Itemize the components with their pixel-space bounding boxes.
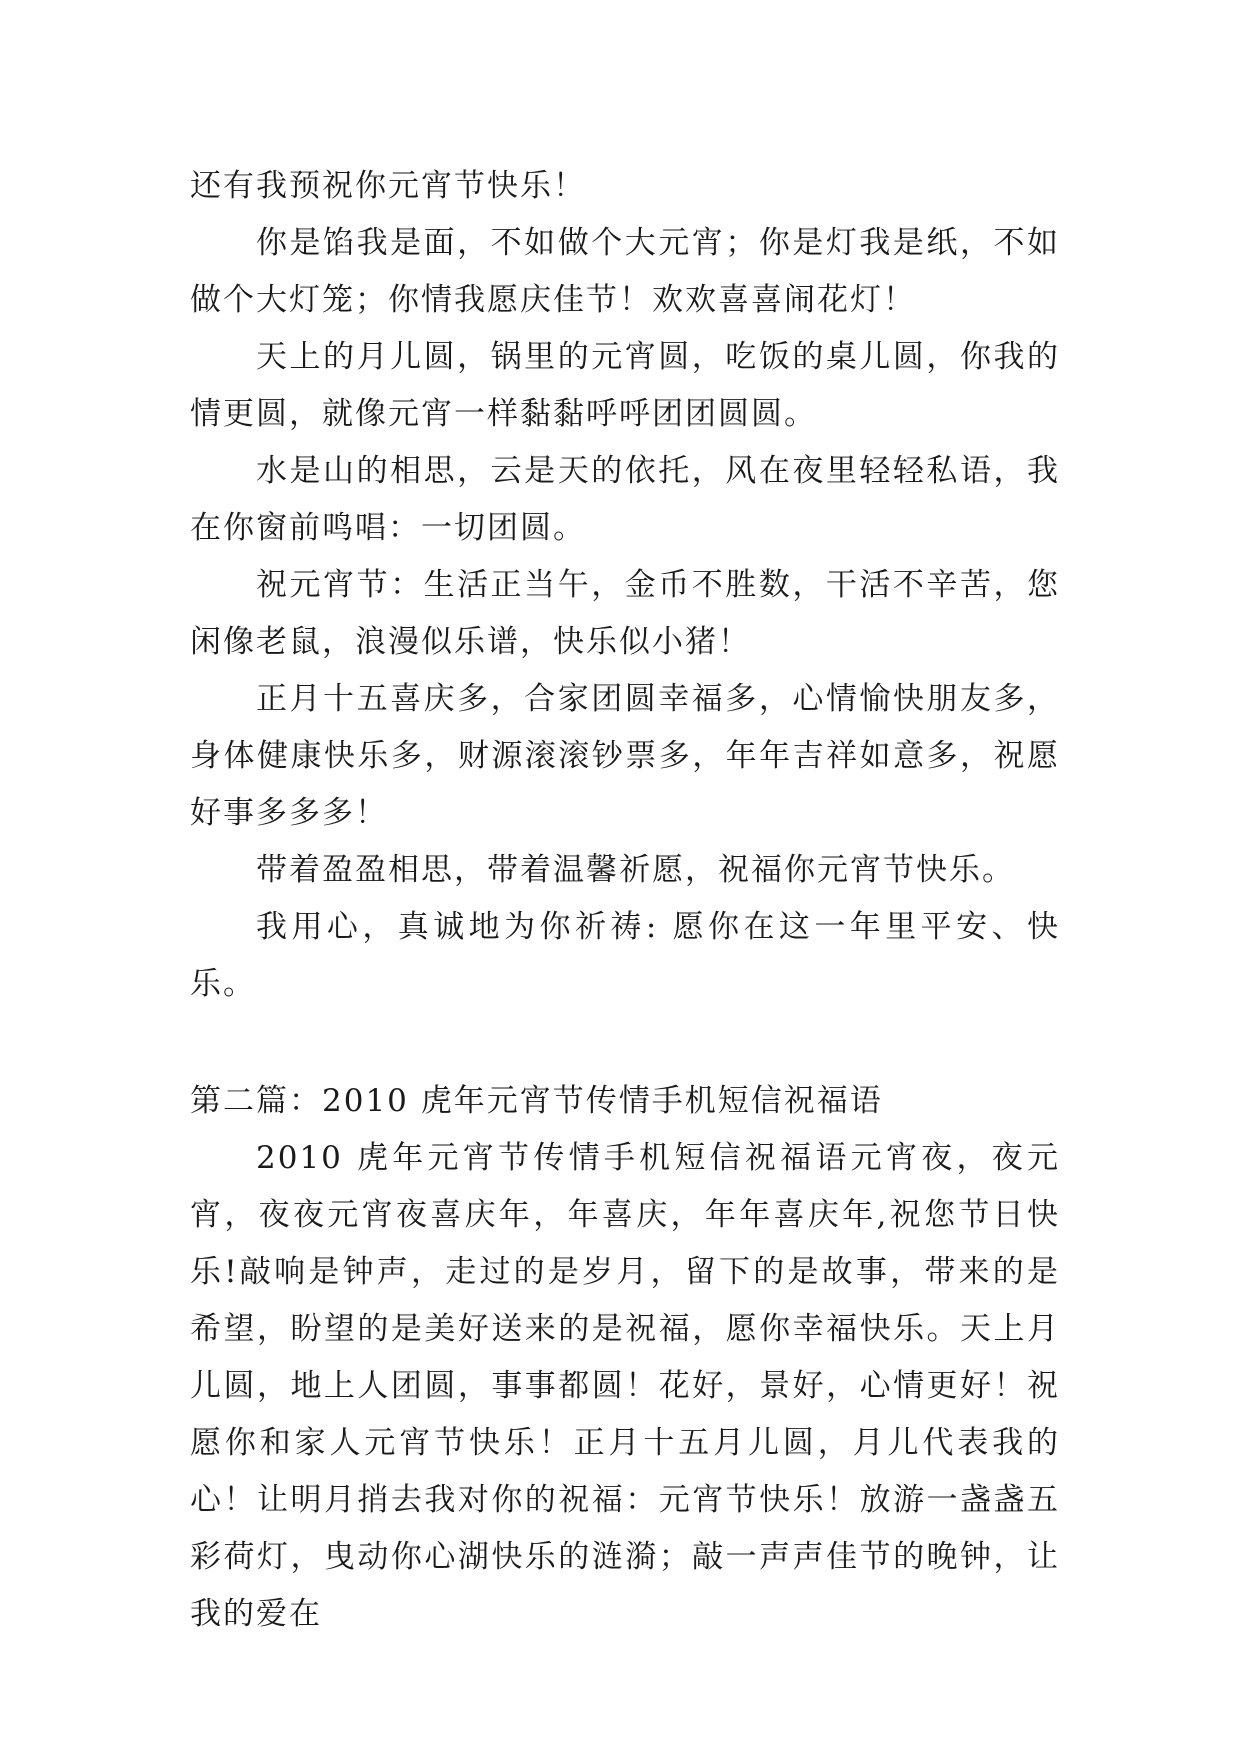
paragraph: 带着盈盈相思，带着温馨祈愿，祝福你元宵节快乐。 — [256, 852, 1015, 888]
paragraph: 天上的月儿圆，锅里的元宵圆，吃饭的桌儿圆，你我的情更圆，就像元宵一样黏黏呼呼团团圆圆。 — [190, 339, 1060, 432]
paragraph: 你是馅我是面，不如做个大元宵；你是灯我是纸，不如做个大灯笼；你情我愿庆佳节！欢欢喜喜闹花灯！ — [190, 225, 1060, 318]
section-spacer — [190, 1013, 1060, 1073]
paragraph: 正月十五喜庆多，合家团圆幸福多，心情愉快朋友多，身体健康快乐多，财源滚滚钞票多，年年吉祥如意多，祝愿好事多多多！ — [190, 681, 1060, 831]
document-body — [190, 158, 1060, 1643]
paragraph: 水是山的相思，云是天的依托，风在夜里轻轻私语，我在你窗前鸣唱：一切团圆。 — [190, 453, 1060, 546]
paragraph: 2010 虎年元宵节传情手机短信祝福语元宵夜，夜元宵，夜夜元宵夜喜庆年，年喜庆，年年喜庆年,祝您节日快乐!敲响是钟声，走过的是岁月，留下的是故事，带来的是希望，盼望的是美好送来的是祝福，愿你幸福快乐。天上月儿圆，地上人团圆，事事都圆！花好，景好，心情更好！祝愿你和家人元宵节快乐！正月十五月儿圆，月儿代表我的心！让明月捎去我对你的祝福：元宵节快乐！放游一盏盏五彩荷灯，曳动你心湖快乐的涟漪；敲一声声佳节的晚钟，让我的爱在 — [190, 1140, 1060, 1632]
paragraph: 祝元宵节：生活正当午，金币不胜数，干活不辛苦，您闲像老鼠，浪漫似乐谱，快乐似小猪！ — [190, 567, 1060, 660]
paragraph: 我用心，真诚地为你祈祷: 愿你在这一年里平安、快乐。 — [190, 909, 1060, 1002]
section-heading: 第二篇：2010 虎年元宵节传情手机短信祝福语 — [190, 1083, 883, 1119]
paragraph-continuation: 还有我预祝你元宵节快乐！ — [190, 168, 586, 204]
